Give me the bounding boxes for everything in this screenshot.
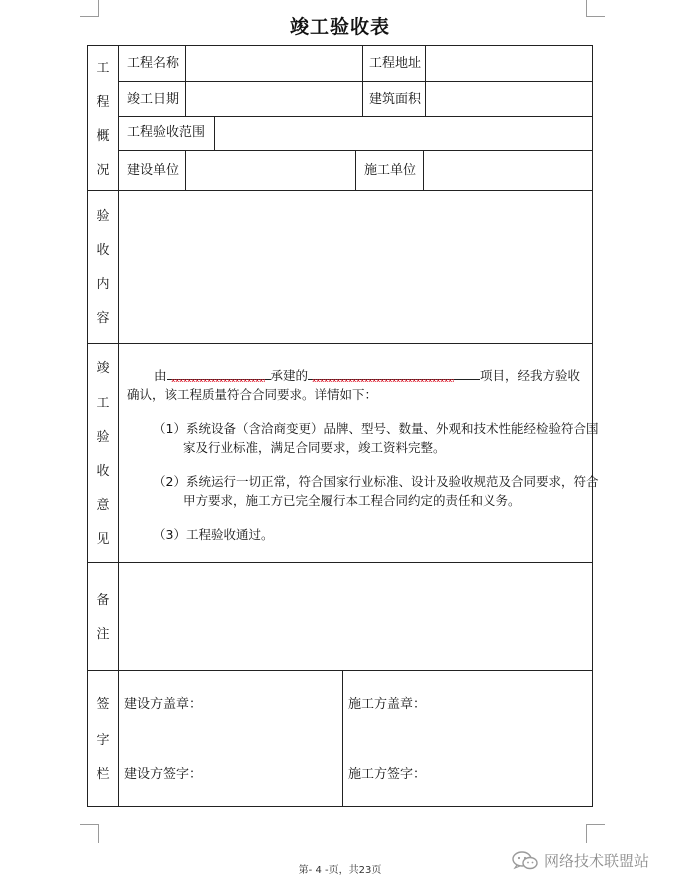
signature-label-char: 栏 — [96, 767, 110, 782]
remarks-label-char: 备 — [96, 593, 110, 608]
contractor-unit-field[interactable] — [425, 152, 591, 189]
client-unit-label: 建设单位 — [127, 163, 180, 178]
opinion-label-char: 意 — [96, 498, 110, 513]
contractor-blank[interactable] — [167, 367, 271, 380]
remarks-label-char: 注 — [96, 627, 110, 642]
intro-prefix: 由 — [154, 368, 167, 383]
acceptance-content-area[interactable] — [120, 192, 591, 342]
opinion-label-char: 见 — [96, 532, 110, 547]
wechat-icon — [512, 851, 538, 871]
client-seal-label: 建设方盖章： — [124, 697, 203, 712]
project-address-field[interactable] — [427, 47, 591, 80]
spellcheck-squiggle — [171, 379, 265, 382]
content-label-char: 验 — [96, 209, 110, 224]
remarks-area[interactable] — [120, 564, 591, 669]
opinion-label-char: 收 — [96, 464, 110, 479]
contractor-seal-label: 施工方盖章： — [348, 697, 427, 712]
opinion-label-char: 工 — [96, 396, 110, 411]
completion-date-label: 竣工日期 — [127, 92, 180, 107]
opinion-intro-line2: 确认，该工程质量符合合同要求。详情如下： — [127, 387, 378, 402]
opinion-item-3: （3）工程验收通过。 — [153, 527, 274, 542]
opinion-item-1-line2: 家及行业标准，满足合同要求，竣工资料完整。 — [183, 440, 446, 455]
intro-middle: 承建的 — [270, 368, 309, 383]
opinion-intro-line1 — [154, 366, 580, 385]
overview-label-char: 程 — [96, 95, 110, 110]
spellcheck-squiggle — [312, 379, 454, 382]
overview-label-char: 工 — [96, 61, 110, 76]
overview-label-char: 况 — [96, 163, 110, 178]
content-label-char: 容 — [96, 311, 110, 326]
acceptance-scope-label: 工程验收范围 — [127, 125, 206, 140]
project-name-label: 工程名称 — [127, 56, 180, 71]
project-blank[interactable] — [308, 367, 480, 380]
opinion-label-char: 验 — [96, 430, 110, 445]
page-number: 第- 4 -页，共23页 — [298, 865, 382, 876]
document-title: 竣工验收表 — [289, 16, 390, 38]
client-sign-label: 建设方签字： — [124, 767, 203, 782]
intro-suffix: 项目，经我方验收 — [480, 368, 581, 383]
signature-label-char: 字 — [96, 733, 110, 748]
watermark — [512, 850, 649, 871]
floor-area-field[interactable] — [427, 83, 591, 115]
completion-date-field[interactable] — [187, 83, 361, 115]
watermark-text: 网络技术联盟站 — [544, 852, 650, 870]
client-unit-field[interactable] — [187, 152, 354, 189]
acceptance-scope-field[interactable] — [216, 118, 591, 149]
project-address-label: 工程地址 — [369, 56, 422, 71]
opinion-label-char: 竣 — [96, 361, 110, 376]
signature-label-char: 签 — [96, 697, 110, 712]
project-name-field[interactable] — [187, 47, 361, 80]
opinion-item-2-line1: （2）系统运行一切正常，符合国家行业标准、设计及验收规范及合同要求，符合 — [153, 474, 599, 489]
content-label-char: 内 — [96, 277, 110, 292]
contractor-unit-label: 施工单位 — [364, 163, 417, 178]
opinion-item-2-line2: 甲方要求，施工方已完全履行本工程合同约定的责任和义务。 — [183, 493, 521, 508]
opinion-item-1-line1: （1）系统设备（含洽商变更）品牌、型号、数量、外观和技术性能经检验符合国 — [153, 421, 599, 436]
floor-area-label: 建筑面积 — [369, 92, 422, 107]
content-label-char: 收 — [96, 243, 110, 258]
contractor-sign-label: 施工方签字： — [348, 767, 427, 782]
overview-label-char: 概 — [96, 129, 110, 144]
